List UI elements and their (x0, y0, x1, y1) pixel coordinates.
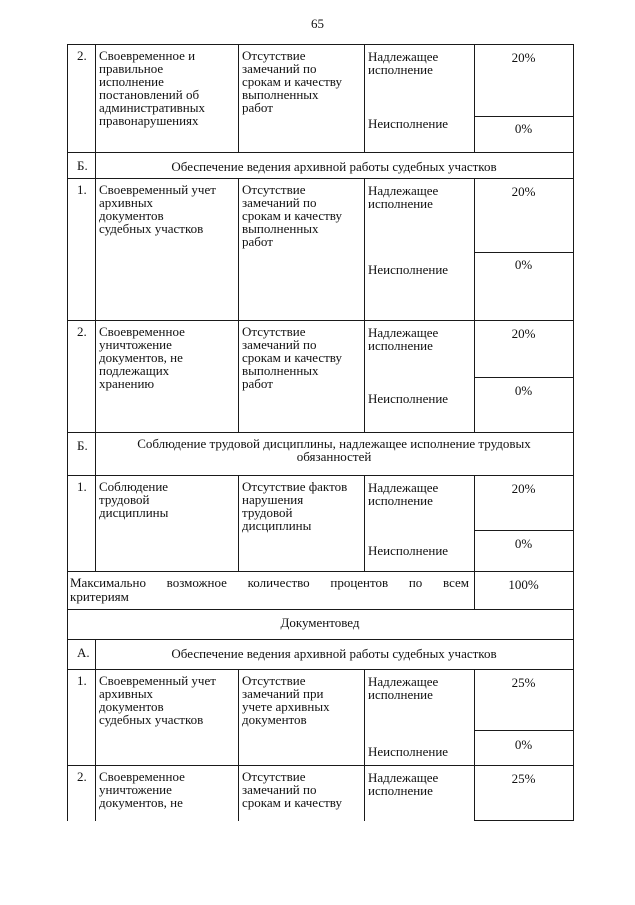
row-number: 2. (77, 48, 87, 63)
page-number: 65 (311, 16, 324, 31)
bad-percent: 0% (514, 536, 533, 551)
header-title: Обеспечение ведения архивной работы судебных участков (171, 646, 497, 661)
bad-percent: 0% (514, 383, 533, 398)
bad-percent: 0% (514, 121, 533, 136)
good-label: Надлежащее исполнение (368, 325, 439, 353)
criterion-text: Отсутствие замечаний по срокам и качеству выполненных работ (242, 48, 342, 115)
header-title: Обеспечение ведения архивной работы судебных участков (171, 159, 497, 174)
good-percent: 25% (511, 771, 536, 786)
criterion-text: Отсутствие замечаний по срокам и качеству выполненных работ (242, 182, 342, 249)
good-label: Надлежащее исполнение (368, 183, 439, 211)
bad-label: Неисполнение (368, 391, 449, 406)
criterion-text: Отсутствие замечаний по срокам и качеству (242, 769, 342, 810)
max-value: 100% (508, 577, 539, 592)
bad-label: Неисполнение (368, 543, 449, 558)
row-number: 1. (77, 673, 87, 688)
good-label: Надлежащее исполнение (368, 674, 439, 702)
bad-label: Неисполнение (368, 744, 449, 759)
header-letter: А. (77, 645, 90, 660)
criterion-text: Отсутствие замечаний по срокам и качеству выполненных работ (242, 324, 342, 391)
section-title: Документовед (280, 615, 360, 630)
row-number: 1. (77, 479, 87, 494)
good-percent: 20% (511, 50, 536, 65)
row-number: 2. (77, 769, 87, 784)
bad-percent: 0% (514, 737, 533, 752)
good-percent: 25% (511, 675, 536, 690)
task-text: Соблюдение трудовой дисциплины (99, 479, 169, 520)
bad-label: Неисполнение (368, 116, 449, 131)
max-label-line1: Максимально возможное количество процентов по всем (70, 575, 469, 590)
header-letter: Б. (77, 158, 88, 173)
bad-label: Неисполнение (368, 262, 449, 277)
task-text: Своевременный учет архивных документов судебных участков (99, 182, 216, 236)
header-title: Соблюдение трудовой дисциплины, надлежащее исполнение трудовых обязанностей (137, 436, 531, 464)
good-label: Надлежащее исполнение (368, 49, 439, 77)
good-label: Надлежащее исполнение (368, 480, 439, 508)
max-label-line2: критериям (70, 589, 129, 604)
good-percent: 20% (511, 481, 536, 496)
criterion-text: Отсутствие фактов нарушения трудовой дисциплины (242, 479, 348, 533)
task-text: Своевременный учет архивных документов судебных участков (99, 673, 216, 727)
row-number: 2. (77, 324, 87, 339)
header-letter: Б. (77, 438, 88, 453)
good-percent: 20% (511, 184, 536, 199)
good-label: Надлежащее исполнение (368, 770, 439, 798)
task-text: Своевременное уничтожение документов, не (99, 769, 185, 810)
good-percent: 20% (511, 326, 536, 341)
task-text: Своевременное и правильное исполнение постановлений об административных правонарушениях (99, 48, 205, 128)
row-number: 1. (77, 182, 87, 197)
row-number-cell (67, 178, 96, 321)
task-text: Своевременное уничтожение документов, не подлежащих хранению (99, 324, 185, 391)
bad-percent: 0% (514, 257, 533, 272)
criterion-text: Отсутствие замечаний при учете архивных документов (242, 673, 330, 727)
